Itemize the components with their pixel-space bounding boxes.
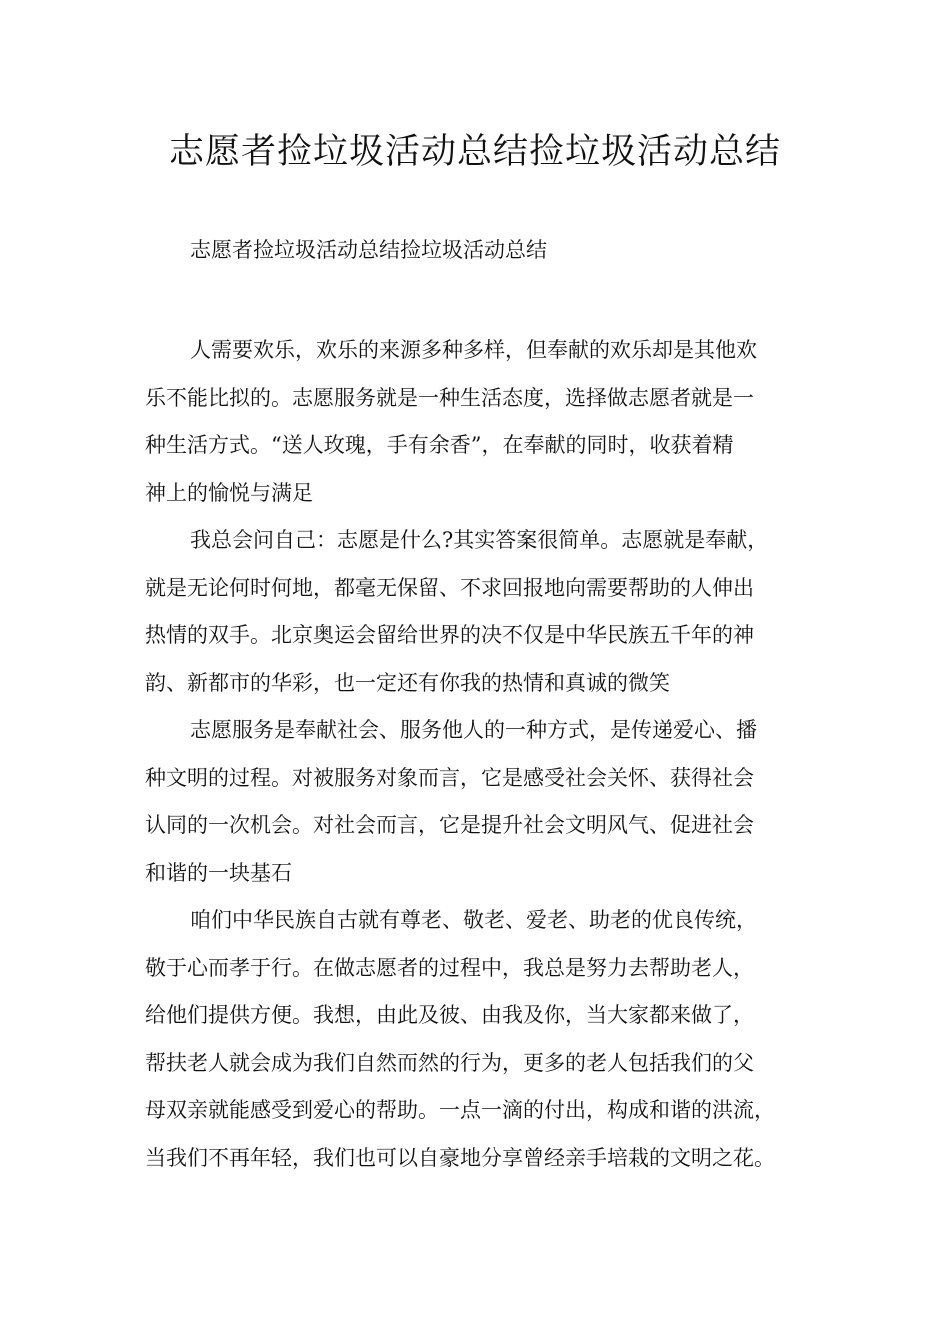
text-line: 就是无论何时何地，都毫无保留、不求回报地向需要帮助的人伸出 xyxy=(145,575,754,600)
text-line: 敬于心而孝于行。在做志愿者的过程中，我总是努力去帮助老人， xyxy=(145,955,754,980)
paragraph-1 xyxy=(145,327,825,517)
text-line: 母双亲就能感受到爱心的帮助。一点一滴的付出，构成和谐的洪流， xyxy=(145,1098,775,1122)
text-line: 韵、新都市的华彩，也一定还有你我的热情和真诚的微笑 xyxy=(145,670,670,695)
text-line: 和谐的一块基石 xyxy=(145,860,292,885)
text-line: 给他们提供方便。我想，由此及彼、由我及你，当大家都来做了， xyxy=(145,1003,754,1027)
text-line: 帮扶老人就会成为我们自然而然的行为，更多的老人包括我们的父 xyxy=(145,1050,754,1075)
text-line: 种生活方式。“送人玫瑰，手有余香”，在奉献的同时，收获着精 xyxy=(145,433,734,457)
document-body xyxy=(145,327,825,1182)
paragraph-3 xyxy=(145,707,825,897)
text-line: 我总会问自己：志愿是什么?其实答案很简单。志愿就是奉献， xyxy=(190,528,769,552)
text-line: 志愿服务是奉献社会、服务他人的一种方式，是传递爱心、播 xyxy=(190,718,757,742)
text-line: 热情的双手。北京奥运会留给世界的决不仅是中华民族五千年的神 xyxy=(145,623,754,647)
document-subtitle: 志愿者捡垃圾活动总结捡垃圾活动总结 xyxy=(190,238,547,262)
text-line: 种文明的过程。对被服务对象而言，它是感受社会关怀、获得社会 xyxy=(145,765,754,790)
text-line: 当我们不再年轻，我们也可以自豪地分享曾经亲手培栽的文明之花。 xyxy=(145,1145,775,1170)
document-title: 志愿者捡垃圾活动总结捡垃圾活动总结 xyxy=(168,132,781,172)
paragraph-2 xyxy=(145,517,825,707)
text-line: 认同的一次机会。对社会而言，它是提升社会文明风气、促进社会 xyxy=(145,813,754,837)
text-line: 咱们中华民族自古就有尊老、敬老、爱老、助老的优良传统， xyxy=(190,908,757,932)
text-line: 乐不能比拟的。志愿服务就是一种生活态度，选择做志愿者就是一 xyxy=(145,385,754,410)
text-line: 神上的愉悦与满足 xyxy=(145,480,313,505)
text-line: 人需要欢乐，欢乐的来源多种多样，但奉献的欢乐却是其他欢 xyxy=(190,338,757,362)
paragraph-4 xyxy=(145,897,825,1182)
